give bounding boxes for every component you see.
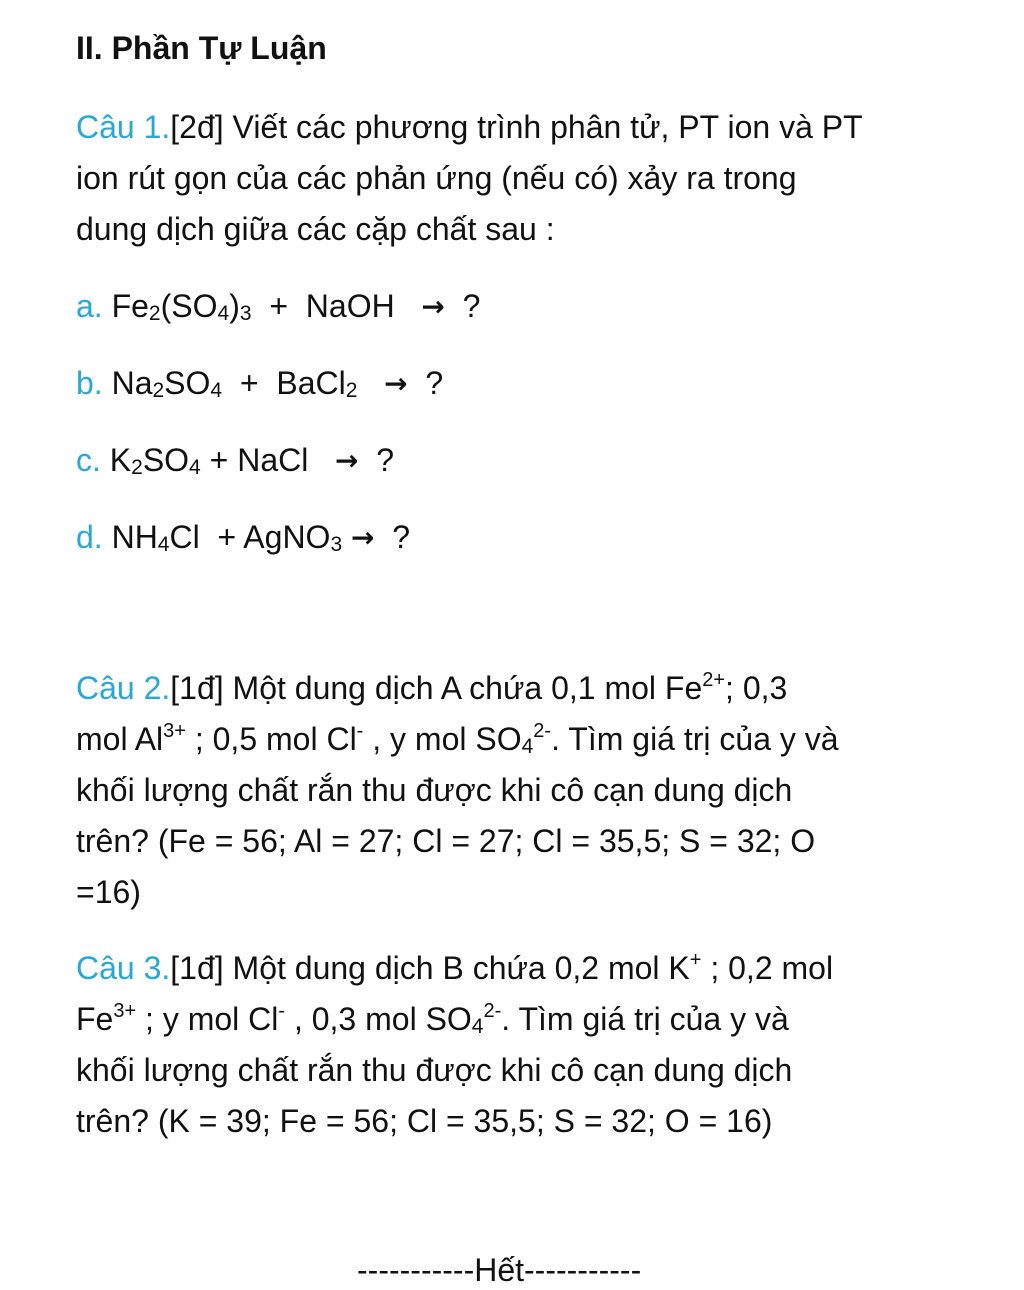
question-1-item-b (76, 358, 976, 435)
item-result: ? (392, 519, 411, 555)
arrow-right-icon: → (335, 444, 359, 477)
question-1-item-d (76, 512, 976, 563)
question-3-line-4: trên? (K = 39; Fe = 56; Cl = 35,5; S = 32; O = 16) (76, 1103, 773, 1139)
item-reactants: NH4Cl + AgNO3 (111, 519, 343, 556)
arrow-right-icon: → (384, 367, 408, 400)
question-3 (76, 943, 976, 1147)
item-result: ? (462, 288, 481, 324)
question-2-line-3: khối lượng chất rắn thu được khi cô cạn dung dịch (76, 772, 793, 808)
question-2-line-2: mol $Al^{3+}$ ; 0,5 mol Cl- , y mol $SO4^{2-}$. Tìm giá trị của y và (76, 720, 839, 758)
question-3-line-2: $Fe^{3+}$ ; y mol Cl- , 0,3 mol $SO4^{2-}$. Tìm giá trị của y và (76, 1000, 789, 1038)
question-2-line-5: =16) (76, 874, 141, 910)
question-2 (76, 663, 976, 918)
item-result: ? (376, 442, 395, 478)
question-3-line-1 (76, 943, 976, 994)
arrow-right-icon: → (421, 290, 445, 323)
question-1 (76, 102, 976, 563)
section-title: II. Phần Tự Luận (76, 30, 327, 66)
item-reactants: K2SO4 + NaCl (109, 442, 309, 479)
question-3-label: Câu 3. (76, 950, 171, 986)
question-3-text: [1đ] Một dung dịch B chứa 0,2 mol K+ ; 0,2 mol (170, 949, 834, 986)
question-2-label: Câu 2. (76, 670, 171, 706)
arrow-right-icon: → (351, 521, 375, 554)
item-label: b. (76, 365, 103, 401)
item-reactants: Na2SO4 + BaCl2 (111, 365, 358, 402)
item-label: d. (76, 519, 103, 555)
question-1-text-line-1: [2đ] Viết các phương trình phân tử, PT ion và PT (170, 109, 863, 145)
question-1-item-a (76, 281, 976, 358)
question-2-line-4: trên? (Fe = 56; Al = 27; Cl = 27; Cl = 35,5; S = 32; O (76, 823, 816, 859)
item-result: ? (425, 365, 444, 401)
item-reactants: Fe2(SO4)3 + NaOH (111, 288, 395, 325)
question-1-label: Câu 1. (76, 109, 171, 145)
exam-page (76, 22, 976, 1147)
question-2-text: [1đ] Một dung dịch A chứa 0,1 mol $Fe^{2+}$; 0,3 (170, 669, 788, 706)
question-1-text-line-2: ion rút gọn của các phản ứng (nếu có) xảy ra trong (76, 160, 797, 196)
question-3-line-3: khối lượng chất rắn thu được khi cô cạn dung dịch (76, 1052, 793, 1088)
question-1-items (76, 281, 976, 563)
question-1-line-1 (76, 102, 976, 153)
question-1-item-c (76, 435, 976, 512)
end-mark: -----------Hết----------- (357, 1252, 642, 1288)
item-label: c. (76, 442, 101, 478)
question-2-line-1 (76, 663, 976, 714)
item-label: a. (76, 288, 103, 324)
question-1-text-line-3: dung dịch giữa các cặp chất sau : (76, 211, 555, 247)
